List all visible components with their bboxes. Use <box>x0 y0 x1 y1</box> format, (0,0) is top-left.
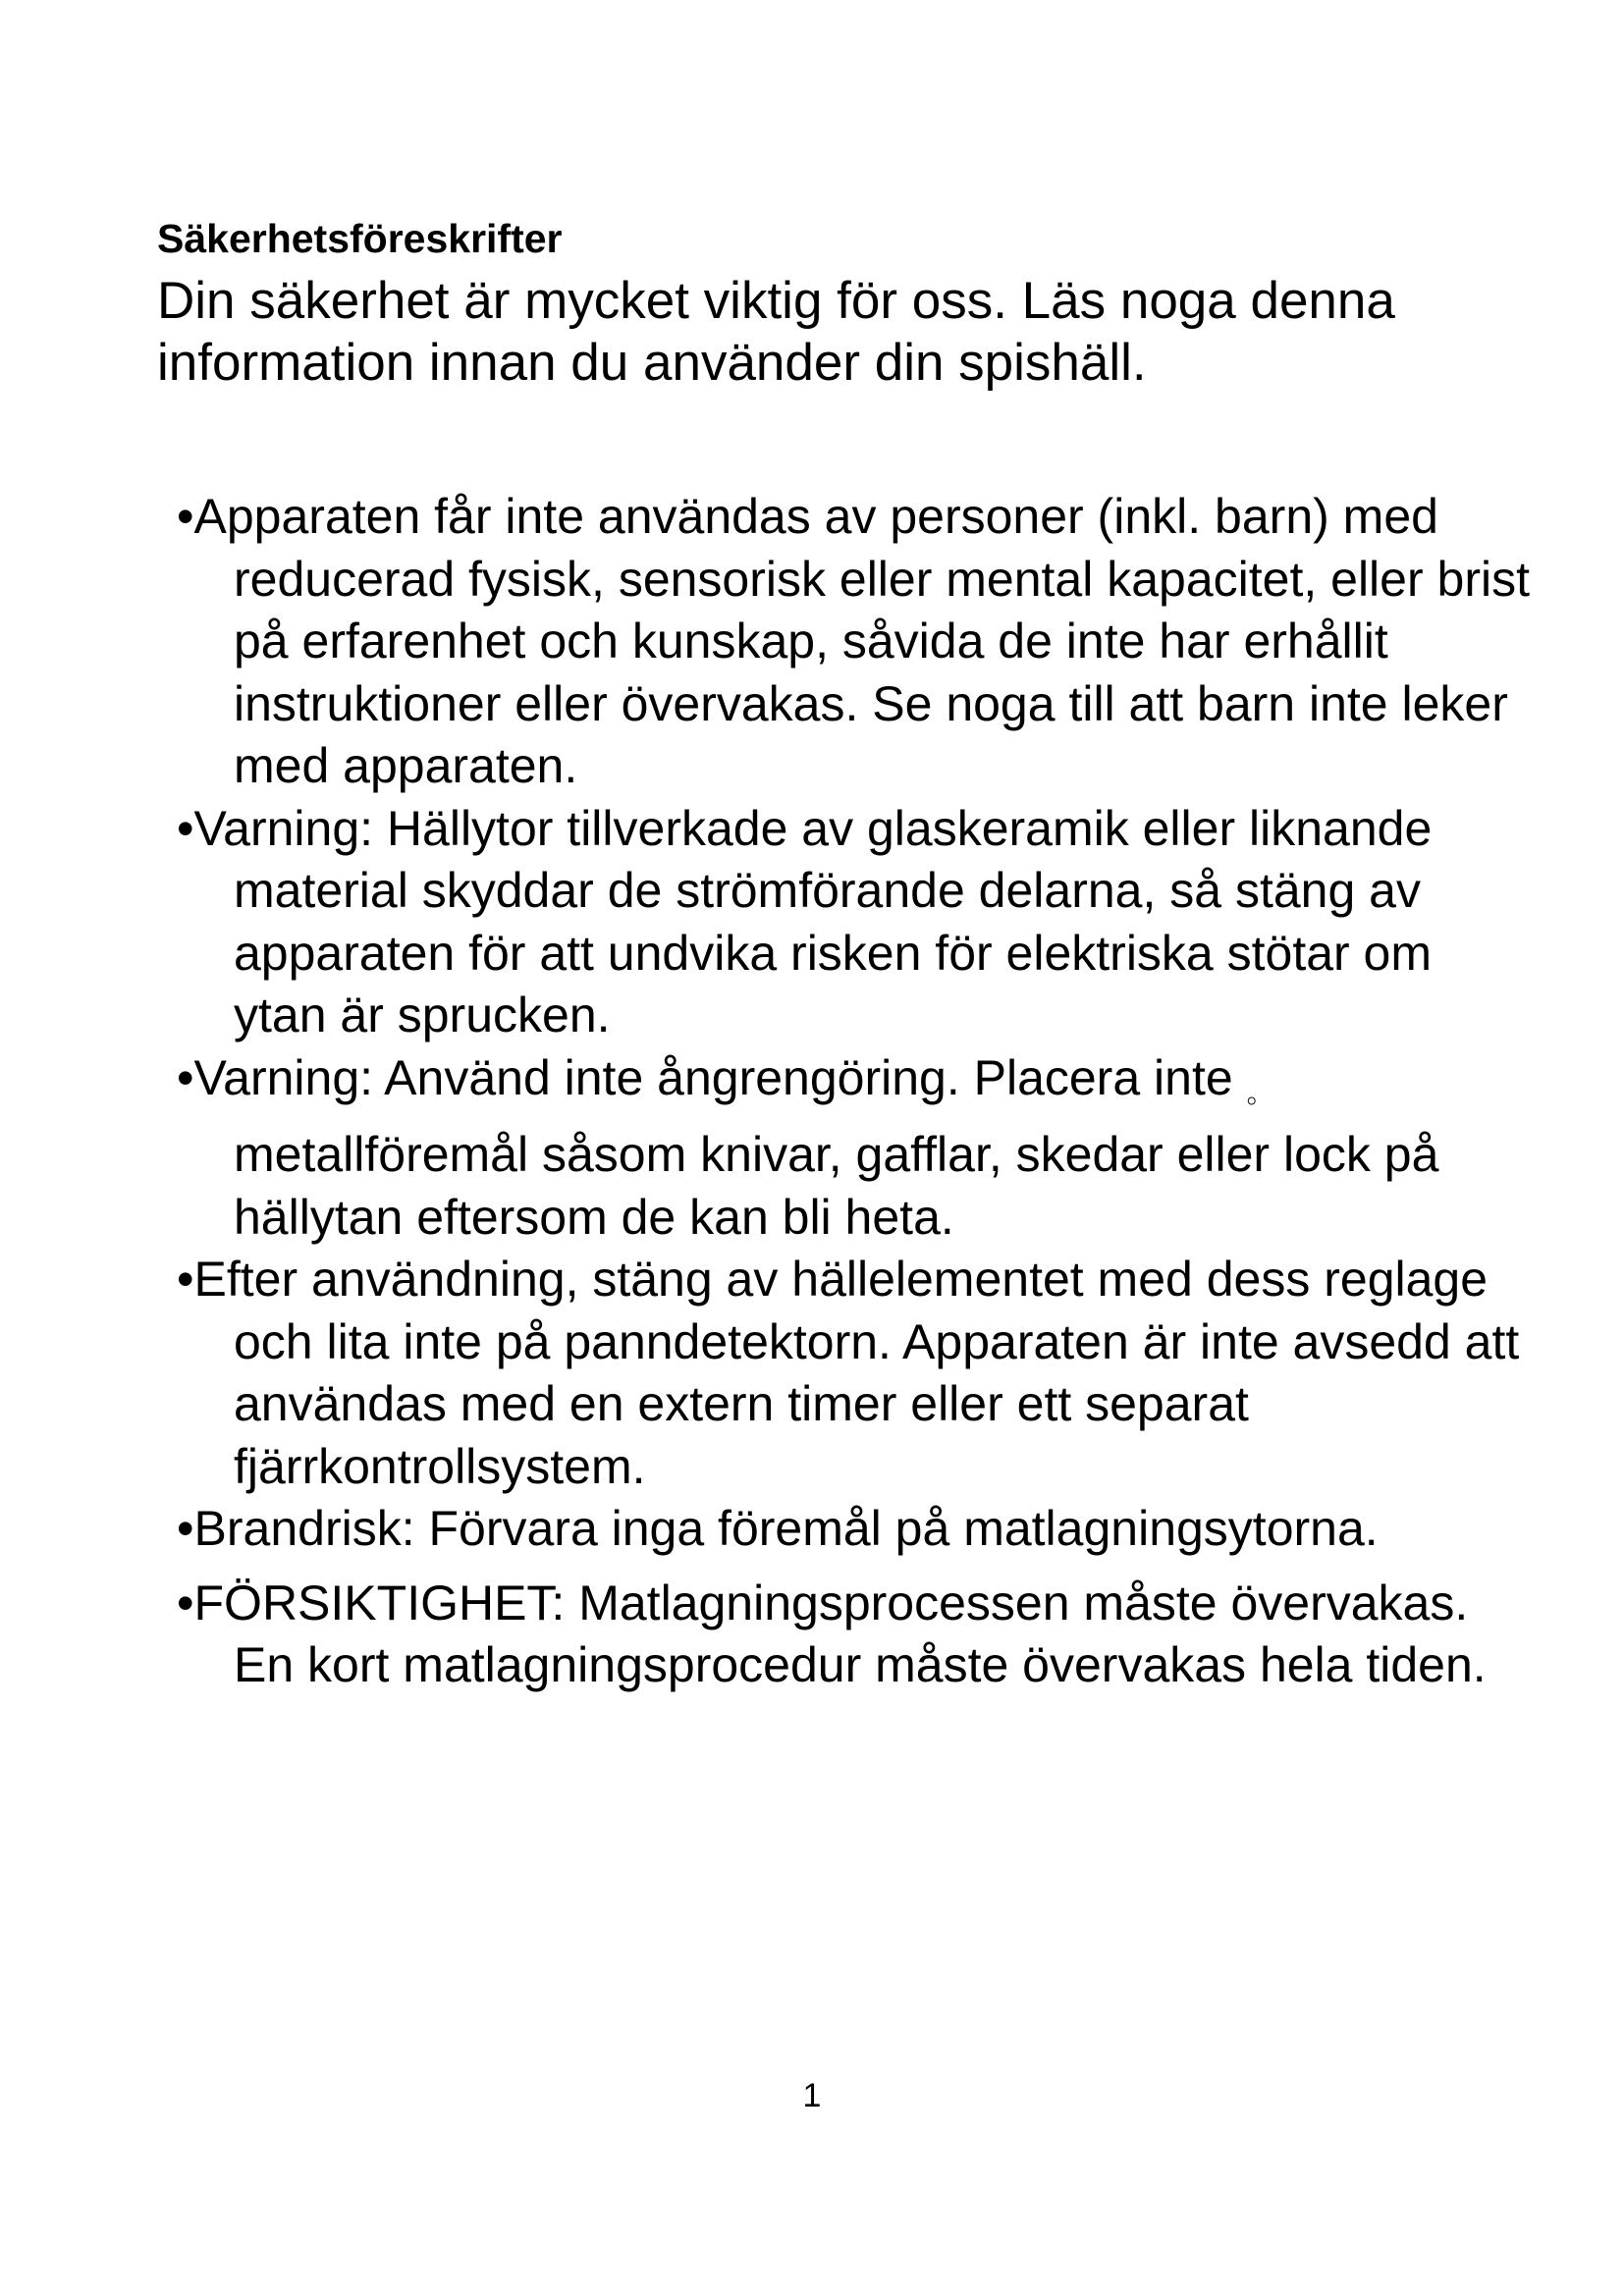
list-item <box>157 1249 1532 1498</box>
list-item <box>157 486 1532 798</box>
list-item-first-line: Varning: Använd inte ångrengöring. Placera inte <box>193 1049 1233 1105</box>
bullet-icon: • <box>177 1252 194 1307</box>
list-item <box>157 798 1532 1047</box>
bullet-icon: • <box>177 489 194 544</box>
bullet-icon: • <box>177 1049 194 1105</box>
list-item-first-line: Brandrisk: Förvara inga föremål på <box>193 1501 950 1556</box>
list-item-first-line: Apparaten får inte användas av personer (inkl. <box>193 489 1202 544</box>
intro-paragraph: Din säkerhet är mycket viktig för oss. Läs noga denna information innan du använder din spishäll. <box>157 272 1395 392</box>
page-title: Säkerhetsföreskrifter <box>157 216 563 261</box>
list-item <box>157 1573 1532 1697</box>
list-item-text: övervakas. En kort matlagningsprocedur måste övervakas hela tiden. <box>234 1575 1487 1692</box>
bullet-icon: • <box>177 800 194 856</box>
stray-circle-mark: 。 <box>1246 1077 1274 1108</box>
list-item <box>157 1498 1532 1561</box>
list-item-first-line: Efter användning, stäng av hällelementet med <box>193 1252 1193 1307</box>
list-item-text: barn) med reducerad fysisk, sensorisk eller mental kapacitet, eller brist på erfarenhet och kunskap, såvida de inte har erhållit instruktioner eller övervakas. Se noga till att barn inte leker med apparaten. <box>234 489 1530 793</box>
list-item-text: metallföremål såsom knivar, gafflar, skedar eller lock på hällytan eftersom de kan bli heta. <box>234 1127 1439 1245</box>
safety-list <box>157 486 1532 1697</box>
bullet-icon: • <box>177 1501 194 1556</box>
list-item <box>157 1047 1532 1250</box>
list-item-text: matlagningsytorna. <box>963 1501 1379 1556</box>
list-item-first-line: Varning: Hällytor tillverkade av glaskeramik eller <box>193 800 1236 856</box>
page-number: 1 <box>802 2077 822 2114</box>
list-item-text: liknande material skyddar de strömförande delarna, så stäng av apparaten för att undvika risken för elektriska stötar om ytan är sprucken. <box>234 800 1433 1042</box>
bullet-icon: • <box>177 1575 194 1630</box>
list-item-first-line: FÖRSIKTIGHET: Matlagningsprocessen måste <box>193 1575 1218 1630</box>
list-item-text: dess reglage och lita inte på panndetektorn. Apparaten är inte avsedd att användas med en extern timer eller ett separat fjärrkontrollsystem. <box>234 1252 1520 1494</box>
